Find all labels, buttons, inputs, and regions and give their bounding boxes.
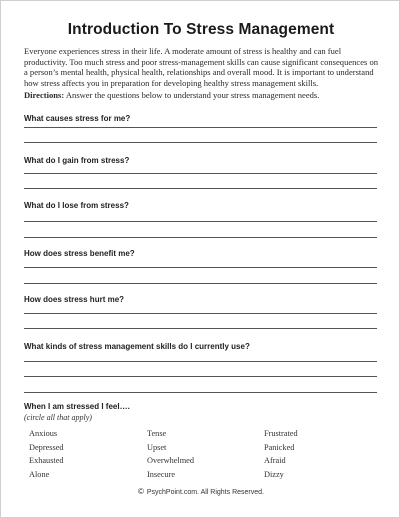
- directions-label: Directions:: [24, 90, 65, 100]
- question-5: How does stress hurt me?: [24, 295, 125, 304]
- answer-line[interactable]: [24, 173, 377, 174]
- feeling-option[interactable]: Exhausted: [29, 456, 64, 465]
- feeling-option[interactable]: Overwhelmed: [147, 456, 194, 465]
- feeling-option[interactable]: Alone: [29, 470, 50, 479]
- answer-line[interactable]: [24, 392, 377, 393]
- feelings-instruction: (circle all that apply): [24, 413, 92, 422]
- feeling-option[interactable]: Dizzy: [264, 470, 284, 479]
- answer-line[interactable]: [24, 313, 377, 314]
- answer-line[interactable]: [24, 361, 377, 362]
- answer-line[interactable]: [24, 376, 377, 377]
- feeling-option[interactable]: Depressed: [29, 443, 64, 452]
- feeling-option[interactable]: Frustrated: [264, 429, 298, 438]
- answer-line[interactable]: [24, 283, 377, 284]
- feeling-option[interactable]: Anxious: [29, 429, 58, 438]
- feeling-option[interactable]: Upset: [147, 443, 167, 452]
- answer-line[interactable]: [24, 188, 377, 189]
- copyright-icon: ©: [138, 487, 144, 496]
- feeling-option[interactable]: Insecure: [147, 470, 176, 479]
- answer-line[interactable]: [24, 127, 377, 128]
- page-title: Introduction To Stress Management: [67, 21, 335, 38]
- answer-line[interactable]: [24, 267, 377, 268]
- directions-text: Answer the questions below to understand your stress management needs.: [64, 90, 320, 100]
- question-2: What do I gain from stress?: [24, 156, 130, 165]
- answer-line[interactable]: [24, 237, 377, 238]
- feelings-heading: When I am stressed I feel….: [24, 402, 130, 411]
- footer-text: PsychPoint.com. All Rights Reserved.: [146, 489, 264, 496]
- question-4: How does stress benefit me?: [24, 249, 135, 258]
- question-6: What kinds of stress management skills do I currently use?: [24, 342, 250, 351]
- feeling-option[interactable]: Tense: [147, 429, 167, 438]
- answer-line[interactable]: [24, 142, 377, 143]
- footer: [1, 487, 400, 496]
- directions: [24, 90, 380, 101]
- answer-line[interactable]: [24, 328, 377, 329]
- question-1: What causes stress for me?: [24, 114, 131, 123]
- question-3: What do I lose from stress?: [24, 201, 129, 210]
- feeling-option[interactable]: Afraid: [264, 456, 286, 465]
- answer-line[interactable]: [24, 221, 377, 222]
- intro-paragraph: Everyone experiences stress in their life. A moderate amount of stress is healthy and can fuel productivity. Too much stress and poor stress-management skills can cause significant consequences on a person’s mental health, physical health, relationships and overall mood. It is important to understand how stress affects you in preparation for developing healthy stress management skills.: [24, 46, 379, 88]
- feeling-option[interactable]: Panicked: [264, 443, 295, 452]
